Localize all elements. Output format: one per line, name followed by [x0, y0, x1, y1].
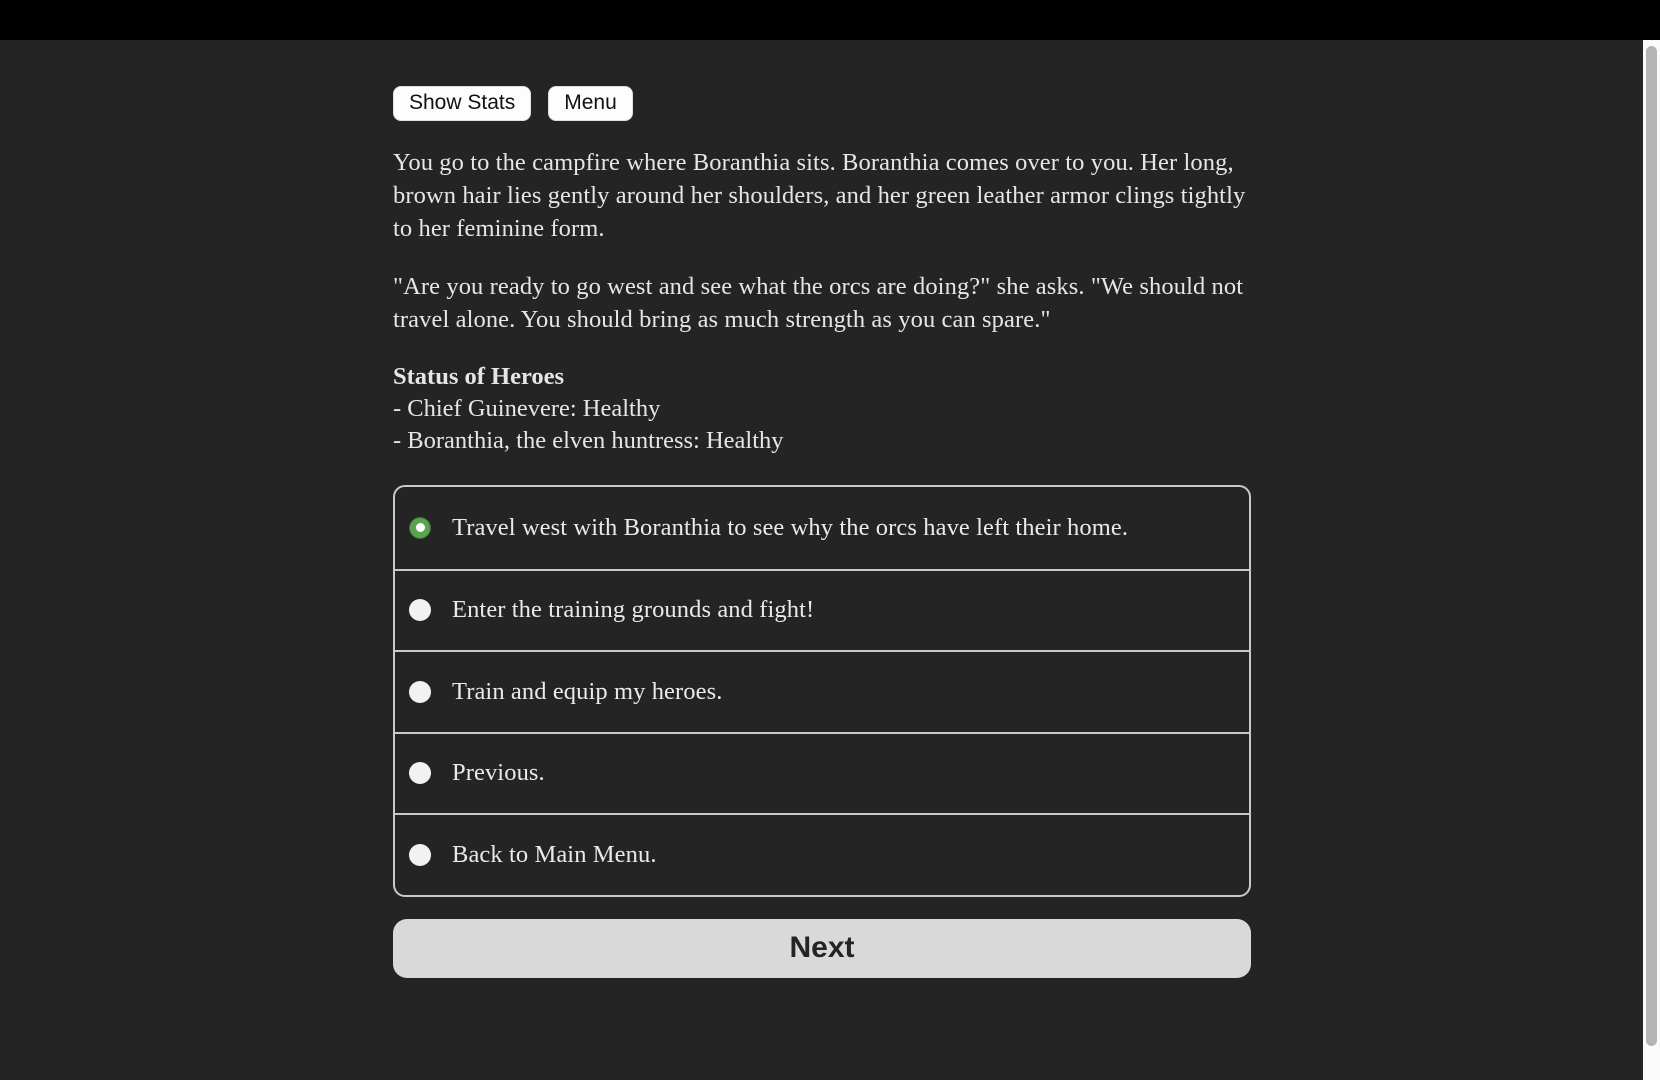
game-content-column — [393, 40, 1251, 978]
choice-label: Train and equip my heroes. — [452, 677, 723, 705]
choice-label: Travel west with Boranthia to see why the orcs have left their home. — [452, 513, 1129, 541]
page-scrollbar[interactable] — [1643, 40, 1660, 1080]
choice-option-travel-west[interactable] — [395, 487, 1249, 569]
story-paragraph-2: "Are you ready to go west and see what the orcs are doing?" she asks. "We should not travel alone. You should bring as much strength as you can spare." — [393, 273, 1244, 333]
heroes-status-block — [393, 361, 1251, 457]
choice-label: Back to Main Menu. — [452, 840, 657, 868]
choice-option-train-equip[interactable] — [395, 650, 1249, 732]
choice-option-previous[interactable] — [395, 732, 1249, 814]
choice-option-back-to-main-menu[interactable] — [395, 813, 1249, 895]
choice-label: Enter the training grounds and fight! — [452, 596, 815, 624]
menu-button[interactable]: Menu — [548, 86, 633, 121]
radio-button-icon[interactable] — [409, 517, 431, 539]
choice-option-training-grounds[interactable] — [395, 569, 1249, 651]
heroes-status-title: Status of Heroes — [393, 363, 565, 390]
radio-button-icon[interactable] — [409, 599, 431, 621]
show-stats-button[interactable]: Show Stats — [393, 86, 531, 121]
radio-button-icon[interactable] — [409, 844, 431, 866]
story-paragraph-1: You go to the campfire where Boranthia sits. Boranthia comes over to you. Her long, brown hair lies gently around her shoulders, and her green leather armor clings tightly to her feminine form. — [393, 149, 1246, 242]
radio-button-icon[interactable] — [409, 762, 431, 784]
choice-list — [393, 485, 1251, 897]
hero-status-line: - Chief Guinevere: Healthy — [393, 395, 661, 422]
hero-status-line: - Boranthia, the elven huntress: Healthy — [393, 427, 784, 454]
scrollbar-thumb[interactable] — [1646, 46, 1657, 1046]
top-black-bar — [0, 0, 1660, 40]
story-text — [393, 146, 1251, 336]
radio-button-icon[interactable] — [409, 681, 431, 703]
next-button[interactable]: Next — [393, 919, 1251, 978]
game-toolbar — [393, 86, 1251, 121]
choice-label: Previous. — [452, 759, 545, 787]
